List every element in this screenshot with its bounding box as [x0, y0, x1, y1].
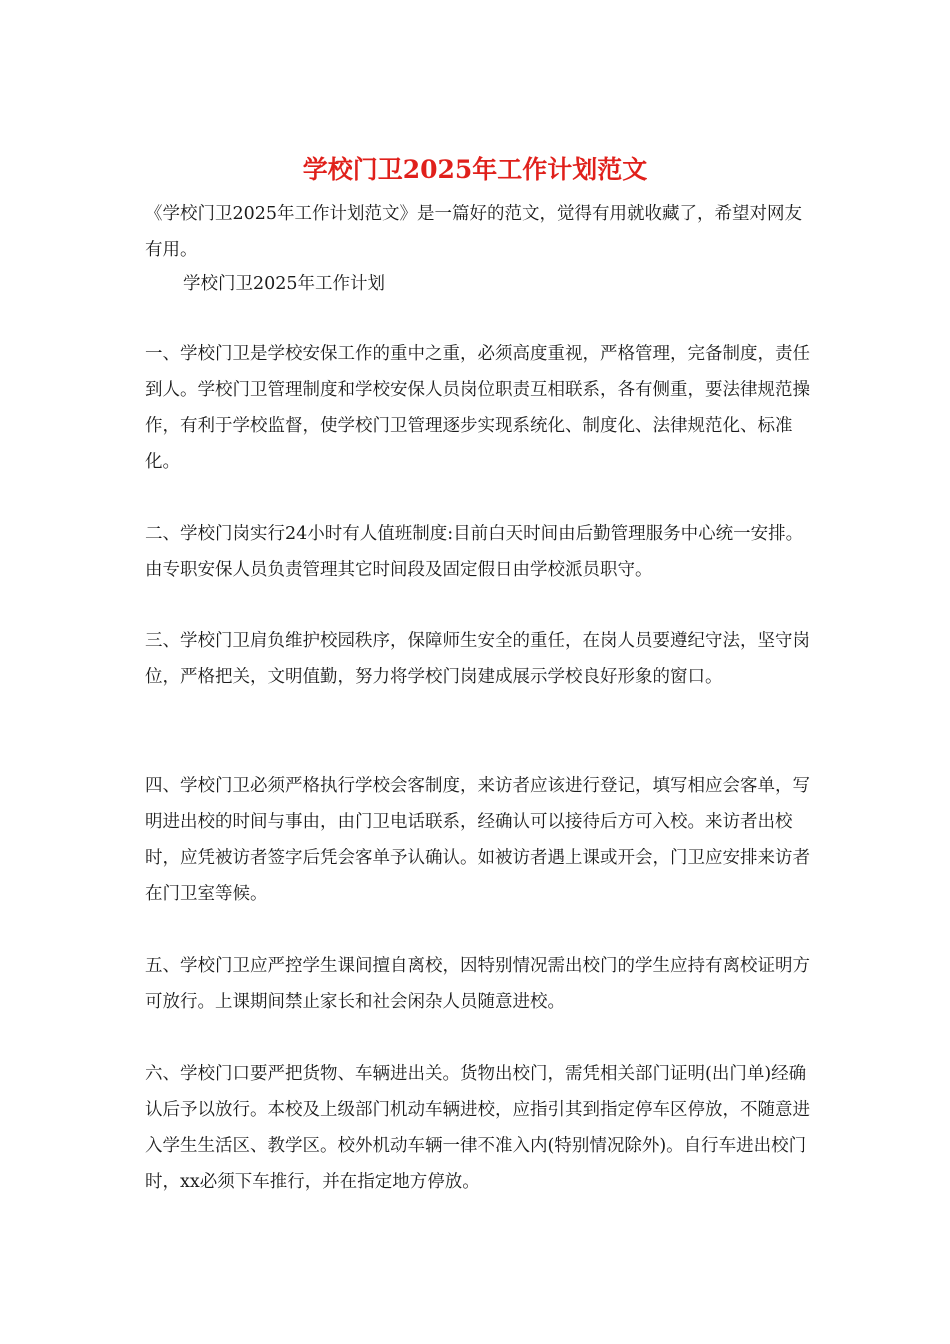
paragraph-5: 五、学校门卫应严控学生课间擅自离校，因特别情况需出校门的学生应持有离校证明方可放行。上课期间禁止家长和社会闲杂人员随意进校。 — [145, 956, 810, 1012]
paragraph-2: 二、学校门岗实行24小时有人值班制度:目前白天时间由后勤管理服务中心统一安排。由专职安保人员负责管理其它时间段及固定假日由学校派员职守。 — [145, 524, 804, 580]
paragraph-4: 四、学校门卫必须严格执行学校会客制度，来访者应该进行登记，填写相应会客单，写明进出校的时间与事由，由门卫电话联系，经确认可以接待后方可入校。来访者出校时，应凭被访者签字后凭会客单予认确认。如被访者遇上课或开会，门卫应安排来访者在门卫室等候。 — [145, 776, 810, 904]
document-title: 学校门卫2025年工作计划范文 — [302, 155, 648, 184]
paragraph-6: 六、学校门口要严把货物、车辆进出关。货物出校门，需凭相关部门证明(出门单)经确认后予以放行。本校及上级部门机动车辆进校，应指引其到指定停车区停放，不随意进入学生生活区、教学区。校外机动车辆一律不准入内(特别情况除外)。自行车进出校门时，xx必须下车推行，并在指定地方停放。 — [145, 1064, 810, 1192]
paragraph-1: 一、学校门卫是学校安保工作的重中之重，必须高度重视，严格管理，完备制度，责任到人。学校门卫管理制度和学校安保人员岗位职责互相联系，各有侧重，要法律规范操作，有利于学校监督，使学校门卫管理逐步实现系统化、制度化、法律规范化、标准化。 — [145, 344, 810, 472]
intro-paragraph: 《学校门卫2025年工作计划范文》是一篇好的范文，觉得有用就收藏了，希望对网友有用。 — [145, 204, 803, 260]
paragraph-3: 三、学校门卫肩负维护校园秩序，保障师生安全的重任，在岗人员要遵纪守法，坚守岗位，严格把关，文明值勤，努力将学校门岗建成展示学校良好形象的窗口。 — [145, 631, 810, 687]
document-subtitle: 学校门卫2025年工作计划 — [183, 274, 386, 294]
